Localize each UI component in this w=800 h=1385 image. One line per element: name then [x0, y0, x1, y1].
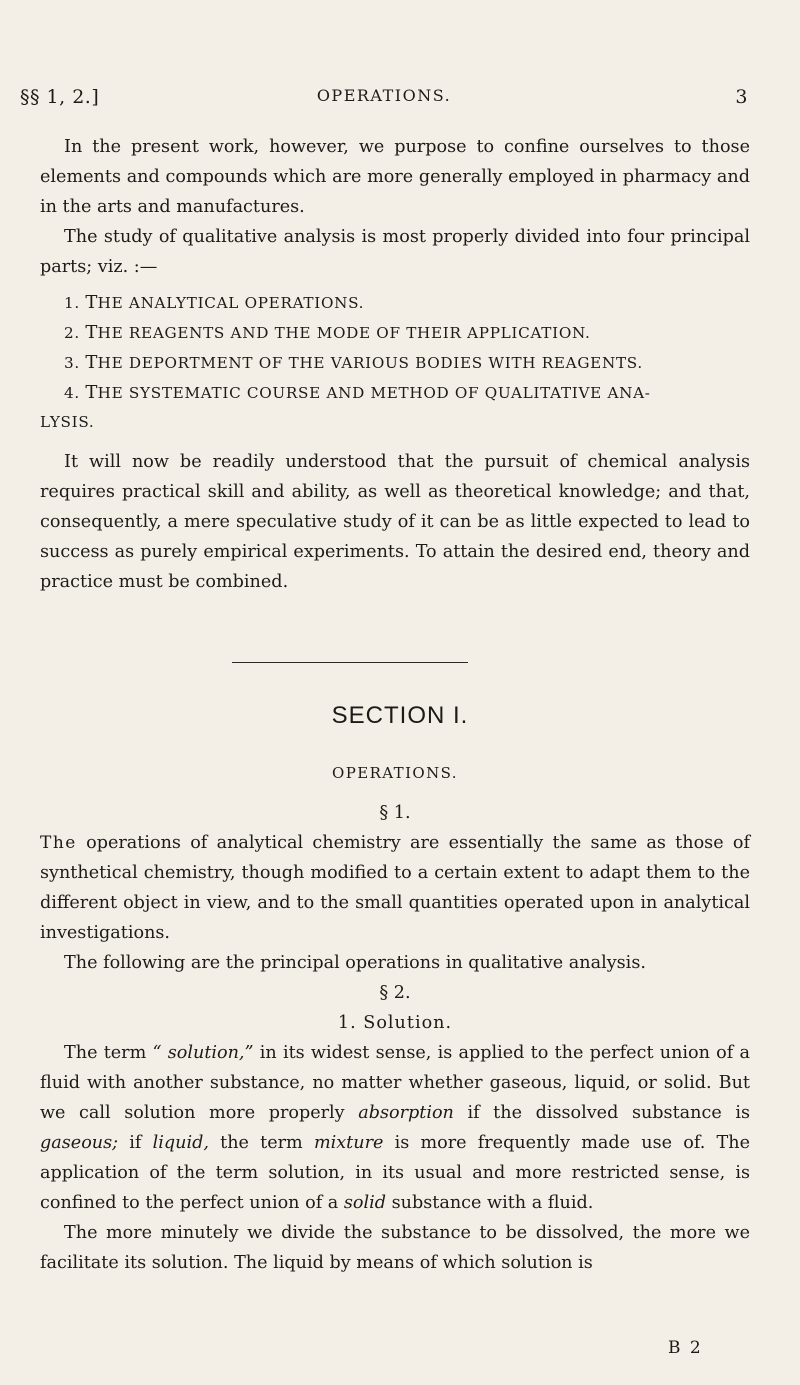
intro-block [40, 132, 750, 597]
section-reference: §§ 1, 2.] [20, 86, 100, 108]
section-title: SECTION I. [331, 702, 469, 729]
running-title: OPERATIONS. [316, 86, 452, 105]
paragraph-label: § 2. [379, 983, 411, 1003]
division-paragraph: The study of qualitative analysis is most properly divided into four principal parts; viz. :— [40, 227, 750, 277]
solution-paragraph: The term “ solution,” in its widest sense, is applied to the perfect union of a fluid with another substance, no matter whether gaseous, liquid, or solid. But we call solution more properly absorption if the dissolved substance is gaseous; if liquid, the term mixture is more frequently made use of. The application of the term solution, in its usual and more restricted sense, is confined to the perfect union of a solid substance with a fluid. [40, 1043, 751, 1213]
section-divider [232, 662, 468, 663]
operations-paragraph: The operations of analytical chemistry are essentially the same as those of synthetical chemistry, though modified to a certain extent to adapt them to the different object in view, and to the small quantities operated upon in analytical investigations. [40, 833, 750, 943]
list-item: 1. THE ANALYTICAL OPERATIONS. [64, 292, 365, 313]
page-number: 3 [735, 86, 748, 108]
signature-mark: B 2 [668, 1338, 703, 1358]
section-body [40, 758, 750, 1278]
pursuit-paragraph: It will now be readily understood that the pursuit of chemical analysis requires practical skill and ability, as well as theoretical knowledge; and that, consequently, a mere speculative study of it can be as little expected to lead to success as purely empirical experiments. To attain the desired end, theory and practice must be combined. [40, 452, 750, 592]
solution-heading: 1. Solution. [337, 1013, 453, 1033]
list-item: 2. THE REAGENTS AND THE MODE OF THEIR APPLICATION. [64, 322, 591, 343]
principal-operations-line: The following are the principal operations in qualitative analysis. [64, 953, 646, 973]
solution-paragraph-2: The more minutely we divide the substance to be dissolved, the more we facilitate its solution. The liquid by means of which solution is [40, 1223, 750, 1273]
paragraph-label: § 1. [379, 803, 411, 823]
section-subtitle: OPERATIONS. [332, 764, 458, 782]
list-item: 3. THE DEPORTMENT OF THE VARIOUS BODIES WITH REAGENTS. [64, 352, 643, 373]
intro-paragraph: In the present work, however, we purpose to confine ourselves to those elements and compounds which are more generally employed in pharmacy and in the arts and manufactures. [40, 137, 750, 217]
list-item-continuation: LYSIS. [40, 413, 95, 431]
list-item: 4. THE SYSTEMATIC COURSE AND METHOD OF QUALITATIVE ANA- [64, 382, 651, 403]
